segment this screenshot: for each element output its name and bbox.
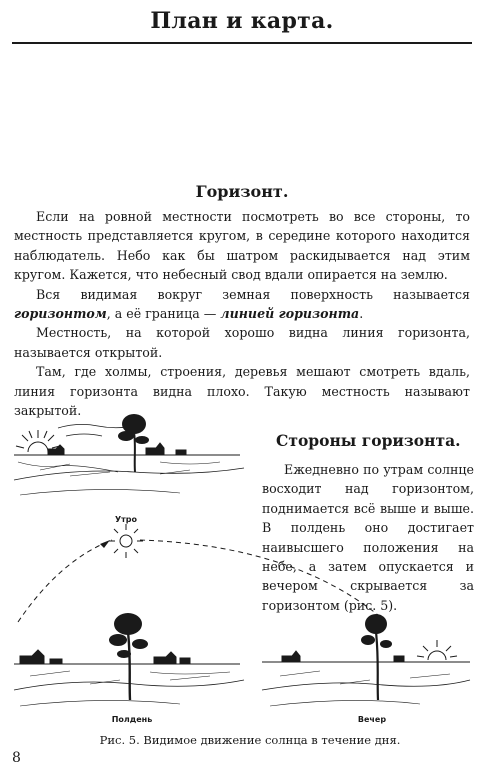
page-number: 8 <box>12 750 21 766</box>
morning-scene <box>14 414 244 495</box>
term-horizon: горизонтом <box>14 306 107 322</box>
paragraph-2-part-b: , а её граница — <box>106 306 221 322</box>
figure-caption: Рис. 5. Видимое движение солнца в течение дня. <box>99 733 401 747</box>
paragraph-4: Там, где холмы, строения, деревья мешают смотреть вдаль, линия горизонта видна плохо. Такую местность называют закрытой. <box>14 364 470 419</box>
noon-label: Полдень <box>111 715 153 724</box>
evening-scene <box>262 614 470 706</box>
noon-sun-icon <box>109 524 143 558</box>
paragraph-2-part-a: Вся видимая вокруг земная поверхность называется <box>36 286 470 302</box>
paragraph-3: Местность, на которой хорошо видна линия горизонта, называется открытой. <box>14 325 470 360</box>
sun-path <box>18 540 378 622</box>
section-title-horizon: Горизонт. <box>195 182 289 201</box>
sides-paragraph: Ежедневно по утрам солнце восходит над горизонтом, поднимается всё выше и выше. В полдень оно достигает наивысшего положения на небе, а затем опускается и вечером скрывается за горизонтом (рис. 5). <box>262 462 474 613</box>
section-title-sides: Стороны горизонта. <box>276 431 461 450</box>
evening-label: Вечер <box>357 715 387 724</box>
term-horizon-line: линией горизонта <box>220 306 360 322</box>
paragraph-1: Если на ровной местности посмотреть во все стороны, то местность представляется кругом, в середине которого находится наблюдатель. Небо как бы шатром раскидывается над этим кругом. Кажется, что небесный свод вдали опирается на землю. <box>14 209 470 283</box>
paragraph-2-part-c: . <box>359 306 364 322</box>
path-arrow-icon <box>100 540 110 548</box>
evening-sun-icon <box>417 640 457 660</box>
page-title: План и карта. <box>150 8 334 34</box>
noon-scene <box>14 613 244 706</box>
morning-label: Утро <box>114 515 138 524</box>
